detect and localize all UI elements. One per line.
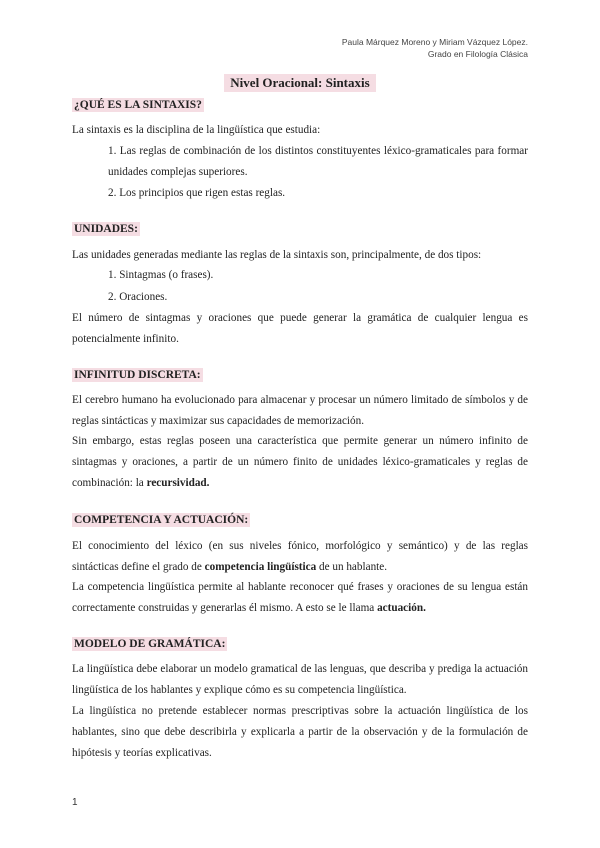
section-heading-competencia: COMPETENCIA Y ACTUACIÓN: <box>74 514 249 526</box>
section4-paragraph-1-end: de un hablante. <box>316 561 388 573</box>
term-competencia-linguistica: competencia lingüística <box>204 561 317 573</box>
header-authors: Paula Márquez Moreno y Miriam Vázquez López. <box>341 37 528 47</box>
page-header <box>342 36 528 60</box>
section4-paragraph-2 <box>72 577 528 619</box>
section3-paragraph-1: El cerebro humano ha evolucionado para almacenar y procesar un número limitado de símbolos y de reglas sintácticas y maximizar sus capacidades de memorización. <box>72 394 528 427</box>
section-heading-modelo: MODELO DE GRAMÁTICA: <box>74 638 226 650</box>
term-recursividad: recursividad. <box>146 477 210 489</box>
section-heading-sintaxis: ¿QUÉ ES LA SINTAXIS? <box>74 99 202 111</box>
section1-item-2: 2. Los principios que rigen estas reglas. <box>108 187 286 199</box>
section2-item-2: 2. Oraciones. <box>108 291 168 303</box>
section2-item-1: 1. Sintagmas (o frases). <box>108 269 214 281</box>
header-degree: Grado en Filología Clásica <box>427 49 528 59</box>
section5-paragraph-1: La lingüística debe elaborar un modelo gramatical de las lenguas, que describa y prediga la actuación lingüística de los hablantes y explique cómo es su competencia lingüística. <box>72 663 528 696</box>
section1-intro: La sintaxis es la disciplina de la lingüística que estudia: <box>72 124 321 136</box>
term-actuacion: actuación. <box>377 602 426 614</box>
section4-paragraph-1 <box>72 536 528 578</box>
section3-paragraph-2-text: Sin embargo, estas reglas poseen una característica que permite generar un número infinito de sintagmas y oraciones, a partir de un número finito de unidades léxico-gramaticales y reglas de combinación: la <box>72 435 528 489</box>
section4-paragraph-1-text: El conocimiento del léxico (en sus niveles fónico, morfológico y semántico) y de las reglas sintácticas define el grado de <box>72 540 528 573</box>
section-heading-unidades: UNIDADES: <box>74 223 138 235</box>
page-title: Nivel Oracional: Sintaxis <box>224 74 375 92</box>
page-number: 1 <box>72 797 78 808</box>
section-heading-infinitud: INFINITUD DISCRETA: <box>74 369 201 381</box>
section1-item-1: 1. Las reglas de combinación de los distintos constituyentes léxico-gramaticales para formar unidades complejas superiores. <box>108 145 528 178</box>
title-wrap <box>0 74 600 92</box>
section2-intro: Las unidades generadas mediante las reglas de la sintaxis son, principalmente, de dos tipos: <box>72 249 482 261</box>
section3-paragraph-2 <box>72 431 528 494</box>
section5-paragraph-2: La lingüística no pretende establecer normas prescriptivas sobre la actuación lingüística de los hablantes, sino que debe describirla y explicarla a partir de la observación y de la formulación de hipótesis y teorías explicativas. <box>72 705 528 759</box>
section4-paragraph-2-text: La competencia lingüística permite al hablante reconocer qué frases y oraciones de su lengua están correctamente construidas y generarlas él mismo. A esto se le llama <box>72 581 528 614</box>
section2-paragraph: El número de sintagmas y oraciones que puede generar la gramática de cualquier lengua es potencialmente infinito. <box>72 312 528 345</box>
